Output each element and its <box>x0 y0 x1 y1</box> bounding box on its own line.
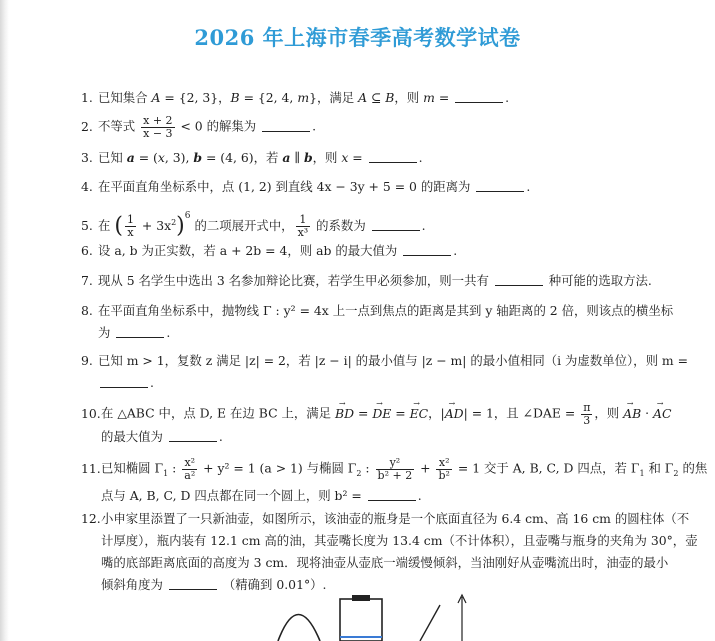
q11-text: = 1 交于 A, B, C, D 四点，若 Γ <box>453 460 640 476</box>
q7-text: 现从 5 名学生中选出 3 名参加辩论比赛，若学生甲必须参加，则一共有 <box>98 273 489 288</box>
q5-text: + 3x <box>137 218 172 233</box>
q8-text: 在平面直角坐标系中，抛物线 Γ : y² = 4x 上一点到焦点的距离是其到 y 轴距离的 2 倍，则该点的横坐标 <box>98 303 674 318</box>
q3-text: , 3), <box>164 150 194 165</box>
q5-text: 的系数为 <box>312 218 370 233</box>
q10-vector: DE → <box>372 403 391 425</box>
answer-blank[interactable] <box>455 90 503 103</box>
q10-text: | = 1，且 ∠DAE = <box>463 405 580 421</box>
question-7 <box>81 270 681 292</box>
q12-text: （精确到 0.01°）. <box>222 577 327 592</box>
q1-text: }，满足 <box>309 90 359 105</box>
q10-text: 的最大值为 <box>101 429 163 445</box>
page-edge-shadow <box>0 0 9 641</box>
question-9 <box>81 350 688 394</box>
fraction-numerator: 1 <box>296 214 311 227</box>
q12-text: 计厚度），瓶内装有 12.1 cm 高的油，其壶嘴长度为 13.4 cm（不计体积），且壶嘴与瓶身的夹角为 30°，壶 <box>101 533 698 548</box>
oil-pot-figure <box>268 593 478 641</box>
q3-text: = ( <box>134 150 158 165</box>
q3-text: = <box>348 150 363 165</box>
q10-text: = <box>391 405 410 421</box>
q10-end: . <box>218 429 223 445</box>
question-number: 10. <box>81 405 101 421</box>
question-number: 9. <box>81 353 93 368</box>
answer-blank[interactable] <box>116 325 164 338</box>
q11-text: + y² = 1 (a > 1) 与椭圆 Γ <box>199 460 357 476</box>
q9-text: 已知 m > 1，复数 z 满足 |z| = 2，若 |z − i| 的最小值与 |z − m| 的最小值相同（i 为虚数单位），则 m = <box>98 353 688 368</box>
q11-text: 的焦 <box>678 460 708 476</box>
q12-text: 倾斜角度为 <box>101 577 163 592</box>
q11-text: + <box>416 460 435 476</box>
fraction-numerator: y² <box>376 457 415 470</box>
q5-power: 6 <box>184 211 191 221</box>
answer-blank[interactable] <box>403 243 451 256</box>
question-number: 5. <box>81 218 93 233</box>
question-10 <box>81 402 681 448</box>
q1-text: ，则 <box>394 90 424 105</box>
q11-text: 和 Γ <box>644 460 674 476</box>
question-6 <box>81 240 681 262</box>
q1-var: A <box>151 90 161 105</box>
q3-var: x <box>157 150 165 165</box>
fraction-denominator: x − 3 <box>143 126 173 140</box>
q2-end: . <box>312 118 317 134</box>
q9-end: . <box>150 375 154 390</box>
q3-text: ，则 <box>312 150 342 165</box>
q1-text: = {2, 3}， <box>160 90 231 105</box>
question-3 <box>81 147 681 169</box>
q3-text: = (4, 6)，若 <box>202 150 283 165</box>
q3-vector: a <box>282 150 291 165</box>
question-5 <box>81 205 681 239</box>
fraction-denominator: a² <box>184 468 196 482</box>
q2-text: < 0 的解集为 <box>176 118 261 134</box>
q5-text: 的二项展开式中， <box>190 218 294 233</box>
fraction-numerator: 1 <box>126 213 134 227</box>
q11-text: : <box>361 460 374 476</box>
question-1 <box>81 87 681 109</box>
q10-vector: AB → <box>623 403 641 425</box>
q5-exponent: 2 <box>171 217 177 227</box>
question-11 <box>81 456 708 507</box>
q1-text: = {2, 4, <box>239 90 298 105</box>
q1-end: . <box>505 90 510 105</box>
q10-text: · <box>641 405 654 421</box>
question-number: 4. <box>81 179 93 194</box>
fraction-denominator: 3 <box>583 413 591 427</box>
q3-symbol: ∥ <box>290 150 304 165</box>
q3-vector: b <box>193 150 203 165</box>
answer-blank[interactable] <box>169 429 217 442</box>
q10-text: ，| <box>428 405 445 421</box>
q6-text: 设 a, b 为正实数，若 a + 2b = 4，则 ab 的最大值为 <box>98 243 398 258</box>
q11-fraction-c <box>436 457 451 481</box>
fraction-numerator: π <box>583 401 591 414</box>
q10-vector: EC → <box>410 403 429 425</box>
q3-vector: a <box>126 150 135 165</box>
curve-outline <box>278 615 320 641</box>
fraction-numerator: x + 2 <box>143 114 173 127</box>
exam-title: 2026 年上海市春季高考数学试卷 <box>194 25 521 50</box>
q1-var: m <box>297 90 310 105</box>
answer-blank[interactable] <box>372 218 420 231</box>
q5-end: . <box>421 218 426 233</box>
q10-text: 在 △ABC 中，点 D, E 在边 BC 上，满足 <box>101 405 336 421</box>
question-number: 11. <box>81 460 101 476</box>
q11-subscript: 1 <box>639 469 645 479</box>
question-4 <box>81 176 681 198</box>
q11-subscript: 2 <box>356 469 362 479</box>
q3-vector: b <box>303 150 313 165</box>
q10-text: = <box>354 405 373 421</box>
q11-end: . <box>417 488 422 504</box>
question-number: 6. <box>81 243 93 258</box>
q12-text: 嘴的底部距离底面的高度为 3 cm．现将油壶从壶底一端缓慢倾斜，当油刚好从壶嘴流出时，油壶的最小 <box>101 555 669 570</box>
q11-fraction-b <box>376 457 415 481</box>
q3-end: . <box>418 150 423 165</box>
answer-blank[interactable] <box>100 375 148 388</box>
pot-cap <box>352 595 370 601</box>
fraction-denominator: x <box>127 226 134 239</box>
q1-text: 已知集合 <box>98 90 152 105</box>
question-number: 2. <box>81 118 93 134</box>
q11-subscript: 1 <box>163 469 169 479</box>
answer-blank[interactable] <box>262 119 310 132</box>
q11-fraction-a <box>182 457 197 481</box>
q1-text: = <box>434 90 450 105</box>
answer-blank[interactable] <box>369 150 417 163</box>
q10-vector: AD → <box>445 403 464 425</box>
q10-fraction <box>581 402 592 426</box>
answer-blank[interactable] <box>368 488 416 501</box>
q1-math: A ⊆ B <box>358 90 395 105</box>
question-12 <box>81 508 698 596</box>
fraction-denominator: b² + 2 <box>377 468 413 482</box>
fraction-denominator: b² <box>438 468 450 482</box>
q7-text: 种可能的选取方法. <box>548 273 652 288</box>
question-number: 7. <box>81 273 93 288</box>
fraction-denominator: x³ <box>297 226 309 239</box>
q11-text: 已知椭圆 Γ <box>101 460 164 476</box>
q5-text: 在 <box>98 218 115 233</box>
question-number: 3. <box>81 150 93 165</box>
q5-fraction <box>125 214 136 238</box>
q4-end: . <box>526 179 531 194</box>
fraction-numerator: x² <box>436 457 451 470</box>
q11-subscript: 2 <box>673 469 679 479</box>
answer-blank[interactable] <box>495 273 543 286</box>
q11-text: : <box>168 460 181 476</box>
spout-line <box>420 605 440 641</box>
right-paren: ) <box>176 213 185 239</box>
q10-vector: AC → <box>653 403 671 425</box>
q1-var: m <box>423 90 435 105</box>
question-number: 12. <box>81 511 101 526</box>
q1-var: B <box>230 90 240 105</box>
q6-end: . <box>453 243 458 258</box>
q2-fraction <box>141 115 174 139</box>
q11-text: 点与 A, B, C, D 四点都在同一个圆上，则 b² = <box>101 488 362 504</box>
q12-text: 小申家里添置了一只新油壶，如图所示，该油壶的瓶身是一个底面直径为 6.4 cm、高 16 cm 的圆柱体（不 <box>101 511 690 526</box>
left-paren: ( <box>114 213 123 239</box>
answer-blank[interactable] <box>169 577 217 590</box>
pot-body <box>340 599 382 641</box>
q2-text: 不等式 <box>98 118 140 134</box>
answer-blank[interactable] <box>476 179 524 192</box>
fraction-numerator: x² <box>182 457 197 470</box>
q8-end: . <box>166 325 171 340</box>
question-8 <box>81 300 681 344</box>
question-number: 1. <box>81 90 93 105</box>
question-number: 8. <box>81 303 93 318</box>
q4-text: 在平面直角坐标系中，点 (1, 2) 到直线 4x − 3y + 5 = 0 的距离为 <box>98 179 471 194</box>
q10-vector: BD → <box>335 403 354 425</box>
q10-text: ，则 <box>594 405 624 421</box>
q3-text: 已知 <box>98 150 127 165</box>
q8-text: 为 <box>98 325 111 340</box>
q5-fraction-2 <box>296 214 311 238</box>
q3-var: x <box>341 150 349 165</box>
question-2 <box>81 115 681 139</box>
